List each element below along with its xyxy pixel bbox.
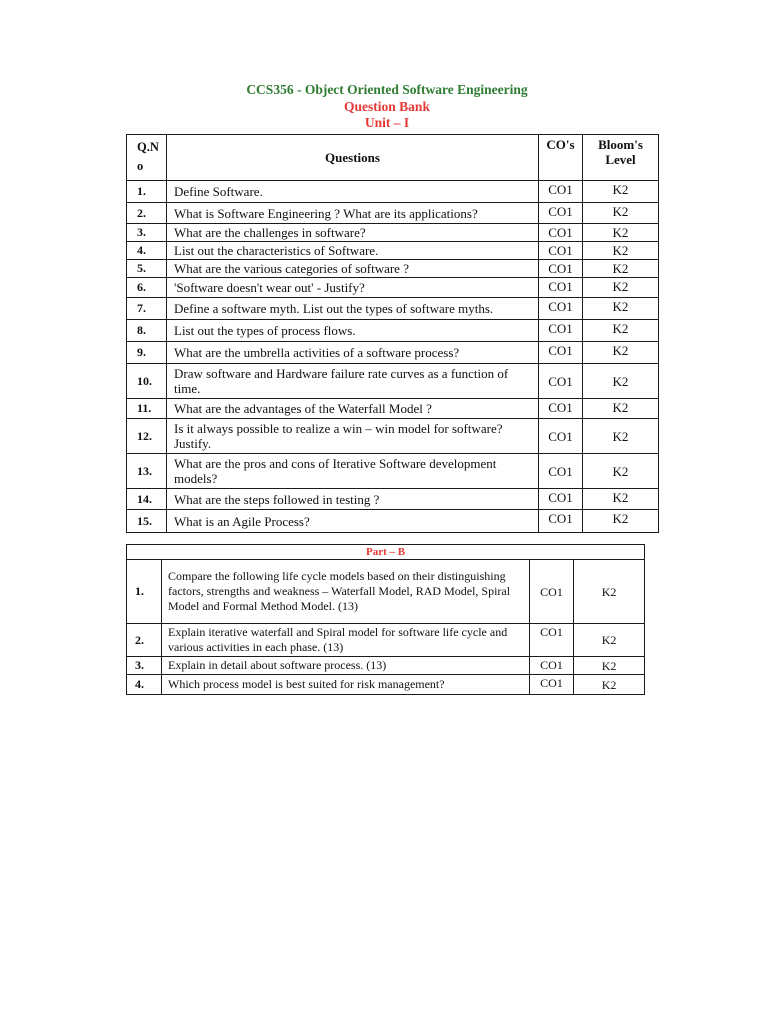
question-text: Explain in detail about software process. (13) xyxy=(162,657,530,675)
co-value: CO1 xyxy=(539,224,583,242)
part-b-title: Part – B xyxy=(127,545,645,560)
co-value: CO1 xyxy=(539,242,583,260)
co-value: CO1 xyxy=(539,399,583,419)
question-number: 3. xyxy=(127,657,162,675)
question-number: 11. xyxy=(127,399,167,419)
question-text: Which process model is best suited for risk management? xyxy=(162,675,530,695)
question-bank-title: Question Bank xyxy=(344,98,430,114)
table-row xyxy=(127,260,659,278)
question-text: What are the pros and cons of Iterative Software development models? xyxy=(167,454,539,489)
bloom-level: K2 xyxy=(583,364,659,399)
question-text: List out the types of process flows. xyxy=(167,320,539,342)
column-header-blooms-level: Bloom's Level xyxy=(583,135,659,181)
question-number: 3. xyxy=(127,224,167,242)
question-number: 10. xyxy=(127,364,167,399)
co-value: CO1 xyxy=(539,320,583,342)
co-value: CO1 xyxy=(539,419,583,454)
co-value: CO1 xyxy=(539,260,583,278)
question-text: Define a software myth. List out the types of software myths. xyxy=(167,298,539,320)
part-a-header-row xyxy=(127,135,659,181)
co-value: CO1 xyxy=(539,278,583,298)
question-text: Is it always possible to realize a win – win model for software? Justify. xyxy=(167,419,539,454)
bloom-level: K2 xyxy=(583,320,659,342)
question-text: Explain iterative waterfall and Spiral model for software life cycle and various activities in each phase. (13) xyxy=(162,624,530,657)
unit-title: Unit – I xyxy=(364,115,410,130)
table-row xyxy=(127,242,659,260)
table-row xyxy=(127,320,659,342)
bloom-level: K2 xyxy=(583,260,659,278)
table-row xyxy=(127,224,659,242)
question-number: 2. xyxy=(127,203,167,224)
question-text: What are the advantages of the Waterfall Model ? xyxy=(167,399,539,419)
table-row xyxy=(127,675,645,695)
table-row xyxy=(127,624,645,657)
document-header xyxy=(0,82,768,132)
column-header-cos: CO's xyxy=(539,135,583,181)
co-value: CO1 xyxy=(539,454,583,489)
co-value: CO1 xyxy=(539,489,583,510)
bloom-level: K2 xyxy=(583,419,659,454)
column-header-qno: Q.N o xyxy=(127,135,167,181)
bloom-level: K2 xyxy=(583,278,659,298)
bloom-level: K2 xyxy=(583,510,659,533)
co-value: CO1 xyxy=(539,298,583,320)
table-row xyxy=(127,298,659,320)
bloom-level: K2 xyxy=(574,657,645,675)
question-number: 7. xyxy=(127,298,167,320)
co-value: CO1 xyxy=(530,657,574,675)
part-b-title-row xyxy=(127,545,645,560)
co-value: CO1 xyxy=(530,675,574,695)
table-row xyxy=(127,399,659,419)
question-text: Draw software and Hardware failure rate curves as a function of time. xyxy=(167,364,539,399)
question-number: 15. xyxy=(127,510,167,533)
bloom-level: K2 xyxy=(583,242,659,260)
question-number: 9. xyxy=(127,342,167,364)
question-number: 4. xyxy=(127,675,162,695)
table-row xyxy=(127,510,659,533)
question-text: Compare the following life cycle models based on their distinguishing factors, strengths and weakness – Waterfall Model, RAD Model, Spiral Model and Formal Method Model. (13) xyxy=(162,560,530,624)
question-number: 6. xyxy=(127,278,167,298)
question-number: 5. xyxy=(127,260,167,278)
question-number: 2. xyxy=(127,624,162,657)
part-a-table xyxy=(126,134,659,533)
co-value: CO1 xyxy=(539,364,583,399)
question-number: 14. xyxy=(127,489,167,510)
question-text: What is Software Engineering ? What are its applications? xyxy=(167,203,539,224)
question-number: 4. xyxy=(127,242,167,260)
question-text: List out the characteristics of Software. xyxy=(167,242,539,260)
question-text: What are the challenges in software? xyxy=(167,224,539,242)
question-text: What are the various categories of software ? xyxy=(167,260,539,278)
question-number: 13. xyxy=(127,454,167,489)
column-header-questions: Questions xyxy=(167,135,539,181)
question-text: Define Software. xyxy=(167,181,539,203)
table-row xyxy=(127,342,659,364)
bloom-level: K2 xyxy=(583,342,659,364)
bloom-level: K2 xyxy=(583,203,659,224)
table-row xyxy=(127,657,645,675)
co-value: CO1 xyxy=(539,342,583,364)
table-row xyxy=(127,278,659,298)
table-row xyxy=(127,454,659,489)
question-text: What is an Agile Process? xyxy=(167,510,539,533)
bloom-level: K2 xyxy=(583,298,659,320)
table-row xyxy=(127,364,659,399)
bloom-level: K2 xyxy=(574,560,645,624)
co-value: CO1 xyxy=(539,181,583,203)
bloom-level: K2 xyxy=(583,224,659,242)
co-value: CO1 xyxy=(539,510,583,533)
bloom-level: K2 xyxy=(574,624,645,657)
bloom-level: K2 xyxy=(583,181,659,203)
question-number: 1. xyxy=(127,560,162,624)
question-number: 12. xyxy=(127,419,167,454)
table-row xyxy=(127,560,645,624)
table-row xyxy=(127,489,659,510)
part-b-table xyxy=(126,544,645,695)
bloom-level: K2 xyxy=(583,399,659,419)
bloom-level: K2 xyxy=(583,489,659,510)
table-row xyxy=(127,181,659,203)
question-text: What are the umbrella activities of a software process? xyxy=(167,342,539,364)
table-row xyxy=(127,419,659,454)
question-text: 'Software doesn't wear out' - Justify? xyxy=(167,278,539,298)
co-value: CO1 xyxy=(530,624,574,657)
bloom-level: K2 xyxy=(583,454,659,489)
course-title: CCS356 - Object Oriented Software Engineering xyxy=(246,82,528,97)
bloom-level: K2 xyxy=(574,675,645,695)
question-text: What are the steps followed in testing ? xyxy=(167,489,539,510)
co-value: CO1 xyxy=(539,203,583,224)
question-number: 1. xyxy=(127,181,167,203)
table-row xyxy=(127,203,659,224)
co-value: CO1 xyxy=(530,560,574,624)
question-number: 8. xyxy=(127,320,167,342)
